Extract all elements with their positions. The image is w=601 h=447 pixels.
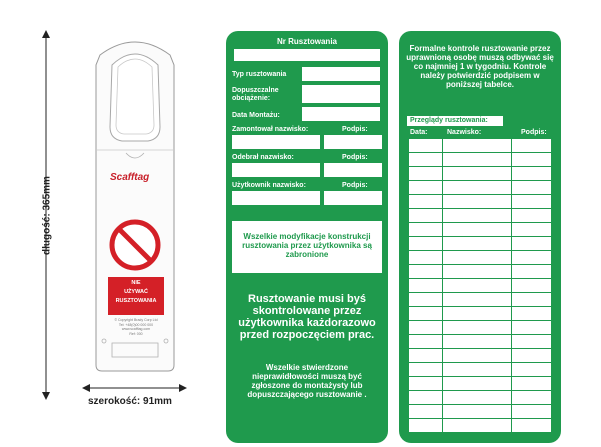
inspection-row [409,265,552,279]
inspection-row [409,349,552,363]
name-cell[interactable] [443,307,512,321]
inspection-row [409,405,552,419]
copyright-line: www.scafftag.com [121,327,151,331]
signature-cell[interactable] [512,293,552,307]
inspection-row [409,209,552,223]
signature-cell[interactable] [512,195,552,209]
inspection-row [409,391,552,405]
name-cell[interactable] [443,251,512,265]
permissible-load-field[interactable] [302,85,380,103]
copyright-line: © Copyright Brady Corp Ltd [114,318,158,322]
received-signature-label: Podpis: [342,154,368,161]
name-cell[interactable] [443,321,512,335]
signature-cell[interactable] [512,279,552,293]
inspection-section-title-box [407,116,503,126]
signature-cell[interactable] [512,307,552,321]
date-cell[interactable] [409,167,443,181]
signature-cell[interactable] [512,419,552,433]
inspection-row [409,139,552,153]
length-label: długość: 365mm [41,176,53,255]
signature-cell[interactable] [512,223,552,237]
date-cell[interactable] [409,293,443,307]
modification-notice-text: Wszelkie modyfikacje konstrukcji rusztowania przez użytkownika są zabronione [242,232,372,259]
warning-line: RUSZTOWANIA [115,298,157,304]
date-cell[interactable] [409,237,443,251]
date-cell[interactable] [409,419,443,433]
signature-cell[interactable] [512,181,552,195]
column-header-date: Data: [410,129,428,136]
copyright-text [108,318,164,336]
signature-cell[interactable] [512,167,552,181]
signature-cell[interactable] [512,377,552,391]
assembly-date-field[interactable] [302,107,380,121]
inspection-row [409,237,552,251]
permissible-load-label: Dopuszczalne obciążenie: [232,87,279,102]
date-cell[interactable] [409,265,443,279]
name-cell[interactable] [443,335,512,349]
inspection-row [409,335,552,349]
inspection-row [409,419,552,433]
inspection-row [409,223,552,237]
date-cell[interactable] [409,307,443,321]
assembled-signature-label: Podpis: [342,126,368,133]
inspection-row [409,363,552,377]
signature-cell[interactable] [512,265,552,279]
formal-inspection-intro: Formalne kontrole rusztowanie przez uprawnioną osobę muszą odbywać się co najmniej 1 w tygodniu. Kontrole należy potwierdzić podpisem w poniższej tabelce. [406,44,554,89]
name-cell[interactable] [443,195,512,209]
name-cell[interactable] [443,237,512,251]
inspection-row [409,251,552,265]
date-cell[interactable] [409,391,443,405]
signature-cell[interactable] [512,321,552,335]
assembled-signature-field[interactable] [324,135,382,149]
copyright-line: Ref: 000 [129,331,143,336]
name-cell[interactable] [443,153,512,167]
date-cell[interactable] [409,251,443,265]
user-signature-label: Podpis: [342,182,368,189]
scaffold-number-title: Nr Rusztowania [276,37,337,46]
brand-logo: Scafftag [110,172,150,183]
inspection-table [408,138,552,433]
inspection-section-title: Przeglądy rusztowania: [410,117,488,124]
warning-line: UŻYWAĆ [124,289,148,295]
assembled-by-label: Zamontował nazwisko: [232,126,309,133]
inspection-required-notice: Rusztowanie musi byś skontrolowane przez użytkownika każdorazowo przed rozpoczęciem prac. [238,293,376,341]
signature-cell[interactable] [512,139,552,153]
inspection-row [409,181,552,195]
received-by-label: Odebrał nazwisko: [232,154,294,161]
inspection-row [409,321,552,335]
signature-cell[interactable] [512,153,552,167]
name-cell[interactable] [443,181,512,195]
warning-panel [108,277,164,315]
column-header-name: Nazwisko: [447,129,482,136]
date-cell[interactable] [409,349,443,363]
date-cell[interactable] [409,209,443,223]
scaffold-type-label: Typ rusztowania [232,71,287,78]
date-cell[interactable] [409,321,443,335]
name-cell[interactable] [443,391,512,405]
received-by-field[interactable] [232,163,320,177]
inspection-row [409,153,552,167]
inspection-row [409,377,552,391]
date-cell[interactable] [409,223,443,237]
signature-cell[interactable] [512,251,552,265]
signature-cell[interactable] [512,363,552,377]
received-signature-field[interactable] [324,163,382,177]
inspection-row [409,195,552,209]
user-signature-field[interactable] [324,191,382,205]
date-cell[interactable] [409,153,443,167]
name-cell[interactable] [443,139,512,153]
assembled-by-field[interactable] [232,135,320,149]
date-cell[interactable] [409,377,443,391]
name-cell[interactable] [443,405,512,419]
name-cell[interactable] [443,265,512,279]
name-cell[interactable] [443,167,512,181]
prohibition-sign-icon [108,218,162,272]
scaffold-type-field[interactable] [302,67,380,81]
user-name-field[interactable] [232,191,320,205]
signature-cell[interactable] [512,349,552,363]
date-cell[interactable] [409,405,443,419]
modification-notice-box [232,221,382,273]
name-cell[interactable] [443,377,512,391]
inspection-row [409,279,552,293]
defects-report-notice: Wszelkie stwierdzone nieprawidłowości muszą być zgłoszone do montażysty lub dopuszczającego rusztowanie . [247,363,367,399]
name-cell[interactable] [443,293,512,307]
copyright-line: Tel: +48(0)00 000 000 [118,322,154,327]
inspection-row [409,293,552,307]
date-cell[interactable] [409,335,443,349]
name-cell[interactable] [443,419,512,433]
scaffold-number-field[interactable] [234,49,380,61]
inspection-row [409,167,552,181]
tag-back-card [399,31,561,443]
date-cell[interactable] [409,279,443,293]
signature-cell[interactable] [512,391,552,405]
name-cell[interactable] [443,363,512,377]
signature-cell[interactable] [512,237,552,251]
signature-cell[interactable] [512,405,552,419]
date-cell[interactable] [409,363,443,377]
signature-cell[interactable] [512,209,552,223]
name-cell[interactable] [443,223,512,237]
signature-cell[interactable] [512,335,552,349]
name-cell[interactable] [443,209,512,223]
date-cell[interactable] [409,195,443,209]
column-header-signature: Podpis: [521,129,547,136]
assembly-date-label: Data Montażu: [232,112,280,119]
width-label: szerokość: 91mm [88,396,172,407]
inspection-row [409,307,552,321]
user-name-label: Użytkownik nazwisko: [232,182,306,189]
name-cell[interactable] [443,349,512,363]
width-dimension-arrow [82,382,187,394]
date-cell[interactable] [409,181,443,195]
date-cell[interactable] [409,139,443,153]
name-cell[interactable] [443,279,512,293]
tag-front-card [226,31,388,443]
warning-line: NIE [131,280,141,286]
